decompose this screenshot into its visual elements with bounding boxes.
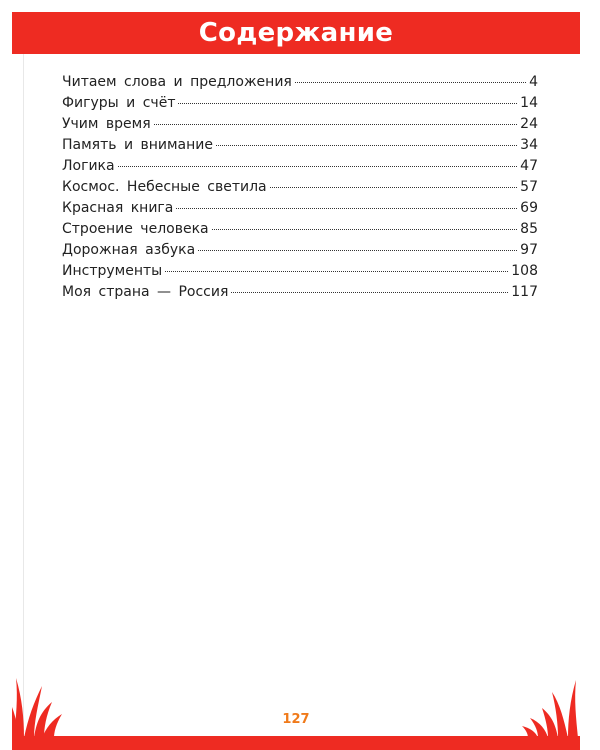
toc-entry-title: Память и внимание [62, 137, 214, 153]
toc-leader-dots [212, 229, 518, 230]
toc-entry-title: Инструменты [62, 263, 163, 279]
toc-leader-dots [270, 187, 518, 188]
toc-entry[interactable] [62, 116, 538, 137]
toc-entry[interactable] [62, 284, 538, 305]
toc-entry[interactable] [62, 221, 538, 242]
title-banner [12, 12, 580, 54]
toc-leader-dots [154, 124, 518, 125]
toc-entry-title: Фигуры и счёт [62, 95, 176, 111]
toc-entry-page: 14 [520, 95, 538, 111]
toc-entry[interactable] [62, 242, 538, 263]
toc-leader-dots [165, 271, 508, 272]
book-page [12, 12, 580, 750]
toc-entry-title: Дорожная азбука [62, 242, 196, 258]
toc-entry[interactable] [62, 158, 538, 179]
toc-entry-page: 47 [520, 158, 538, 174]
toc-entry-title: Читаем слова и предложения [62, 74, 292, 90]
toc-entry-title: Моя страна — Россия [62, 284, 229, 300]
grass-left-icon [12, 672, 92, 738]
toc-entry[interactable] [62, 95, 538, 116]
toc-entry[interactable] [62, 74, 538, 95]
toc-entry-page: 24 [520, 116, 538, 132]
toc-entry-title: Учим время [62, 116, 151, 132]
toc-leader-dots [178, 103, 517, 104]
toc-leader-dots [198, 250, 517, 251]
page-edge-line [23, 52, 24, 732]
page-number: 127 [282, 712, 310, 727]
toc-entry-page: 117 [511, 284, 538, 300]
toc-entry[interactable] [62, 179, 538, 200]
grass-right-icon [508, 672, 580, 738]
toc-entry-page: 97 [520, 242, 538, 258]
toc-entry-page: 108 [511, 263, 538, 279]
toc-entry-page: 34 [520, 137, 538, 153]
table-of-contents [62, 74, 538, 305]
toc-entry[interactable] [62, 137, 538, 158]
toc-entry[interactable] [62, 200, 538, 221]
footer-band [12, 736, 580, 750]
toc-entry-page: 69 [520, 200, 538, 216]
toc-leader-dots [118, 166, 518, 167]
toc-entry-page: 85 [520, 221, 538, 237]
toc-entry-title: Логика [62, 158, 115, 174]
toc-leader-dots [216, 145, 517, 146]
toc-entry-title: Строение человека [62, 221, 209, 237]
toc-leader-dots [176, 208, 517, 209]
toc-entry-page: 4 [529, 74, 538, 90]
toc-leader-dots [231, 292, 508, 293]
toc-entry-title: Космос. Небесные светила [62, 179, 267, 195]
page-title: Содержание [198, 18, 394, 48]
toc-leader-dots [295, 82, 526, 83]
toc-entry-page: 57 [520, 179, 538, 195]
toc-entry[interactable] [62, 263, 538, 284]
toc-entry-title: Красная книга [62, 200, 174, 216]
